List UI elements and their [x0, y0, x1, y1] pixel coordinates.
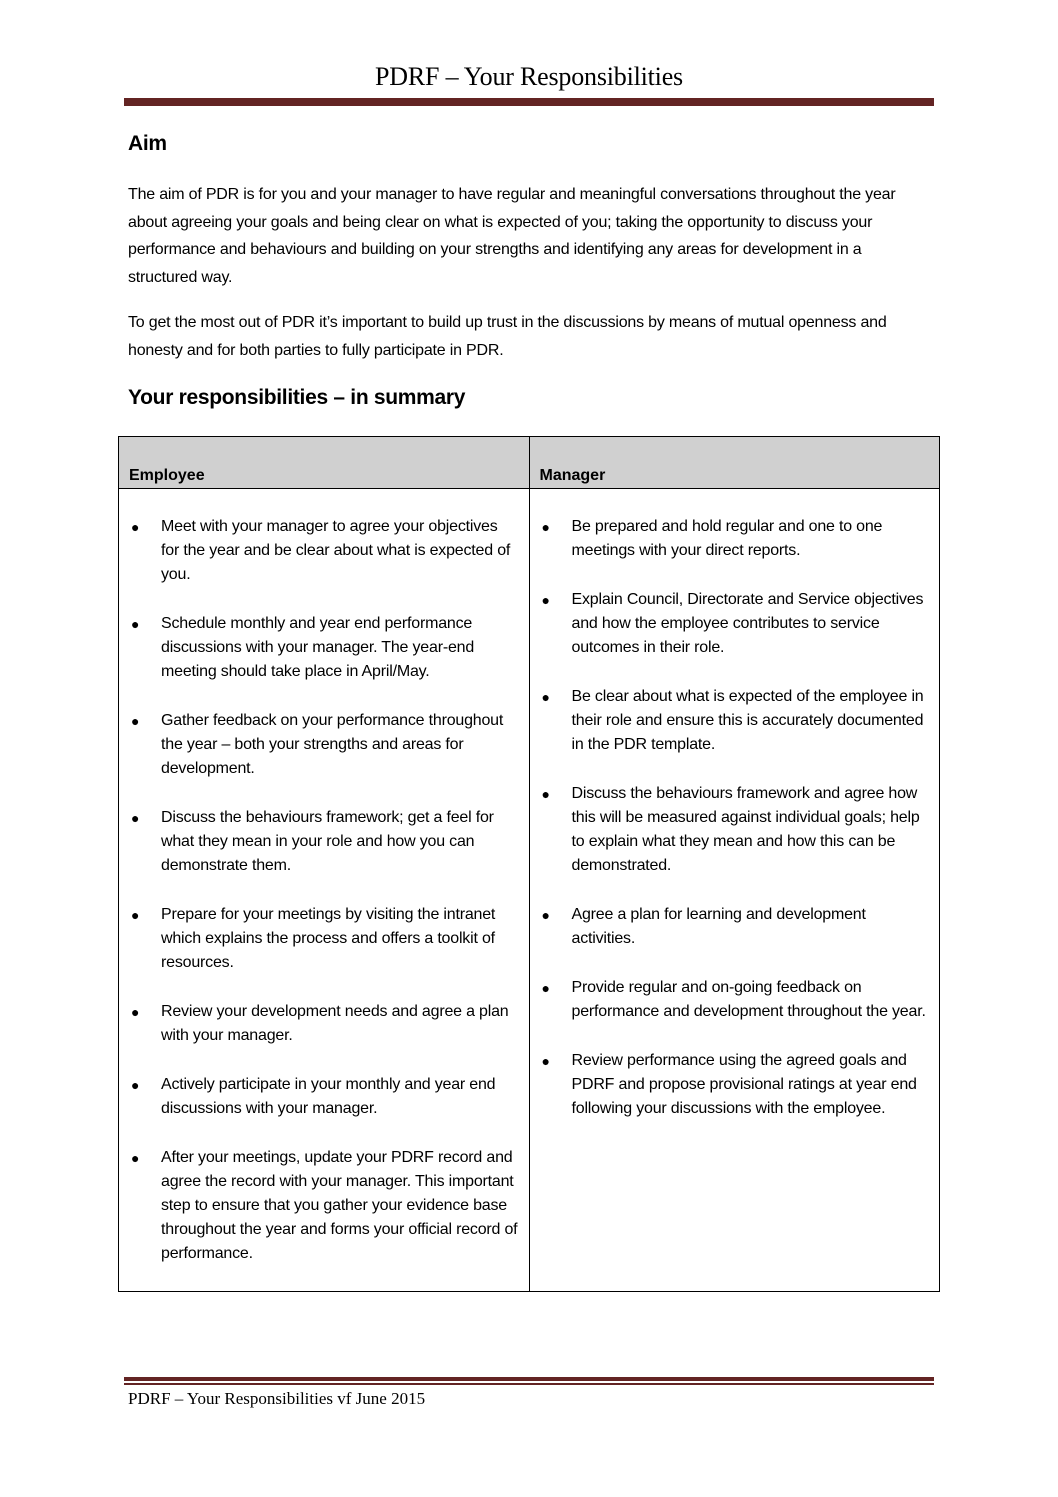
employee-item-text: Gather feedback on your performance throughout the year – both your strengths and areas for development. — [161, 712, 504, 777]
bullet-icon: ● — [541, 1053, 550, 1069]
employee-item — [129, 903, 519, 975]
manager-item — [540, 685, 930, 757]
employee-item-text: Discuss the behaviours framework; get a feel for what they mean in your role and how you can demonstrate them. — [161, 809, 494, 874]
manager-cell — [529, 489, 940, 1292]
manager-list — [540, 515, 930, 1121]
responsibilities-table — [118, 436, 940, 1292]
employee-item — [129, 1073, 519, 1121]
bullet-icon: ● — [131, 1150, 140, 1166]
summary-heading: Your responsibilities – in summary — [128, 386, 466, 409]
bullet-icon: ● — [541, 980, 550, 996]
employee-item-text: Review your development needs and agree a plan with your manager. — [161, 1003, 509, 1044]
employee-item — [129, 515, 519, 587]
manager-item-text: Be prepared and hold regular and one to one meetings with your direct reports. — [571, 518, 883, 559]
bullet-icon: ● — [131, 519, 140, 535]
employee-item-text: After your meetings, update your PDRF record and agree the record with your manager. This important step to ensure that you gather your evidence base throughout the year and forms your official record of performance. — [161, 1149, 518, 1262]
aim-heading: Aim — [128, 132, 167, 155]
aim-paragraph-1: The aim of PDR is for you and your manager to have regular and meaningful conversations throughout the year about agreeing your goals and being clear on what is expected of you; taking the opportunity to discuss your performance and behaviours and building on your strengths and identifying any areas for development in a structured way. — [128, 186, 896, 286]
manager-item — [540, 515, 930, 563]
column-header-manager: Manager — [529, 437, 940, 489]
aim-paragraph-2: To get the most out of PDR it’s important to build up trust in the discussions by means of mutual openness and honesty and for both parties to fully participate in PDR. — [128, 314, 887, 359]
employee-item-text: Meet with your manager to agree your objectives for the year and be clear about what is expected of you. — [161, 518, 511, 583]
employee-list — [129, 515, 519, 1266]
employee-item — [129, 806, 519, 878]
bullet-icon: ● — [131, 616, 140, 632]
bullet-icon: ● — [131, 713, 140, 729]
manager-item-text: Discuss the behaviours framework and agree how this will be measured against individual goals; help to explain what they mean and how this can be demonstrated. — [571, 785, 920, 874]
manager-item-text: Explain Council, Directorate and Service objectives and how the employee contributes to service outcomes in their role. — [571, 591, 924, 656]
employee-item-text: Prepare for your meetings by visiting the intranet which explains the process and offers a toolkit of resources. — [161, 906, 496, 971]
bullet-icon: ● — [541, 592, 550, 608]
footer-rule-thin — [124, 1383, 934, 1385]
table-row — [119, 489, 940, 1292]
manager-item — [540, 588, 930, 660]
table-header-row — [119, 437, 940, 489]
manager-item — [540, 782, 930, 878]
bullet-icon: ● — [541, 519, 550, 535]
manager-item — [540, 903, 930, 951]
bullet-icon: ● — [541, 689, 550, 705]
bullet-icon: ● — [131, 810, 140, 826]
page-title: PDRF – Your Responsibilities — [375, 62, 683, 91]
bullet-icon: ● — [131, 1077, 140, 1093]
employee-item-text: Actively participate in your monthly and year end discussions with your manager. — [161, 1076, 496, 1117]
bullet-icon: ● — [131, 907, 140, 923]
employee-item — [129, 612, 519, 684]
footer-rule — [124, 1377, 934, 1381]
manager-item — [540, 976, 930, 1024]
footer-text: PDRF – Your Responsibilities vf June 2015 — [128, 1389, 426, 1408]
employee-cell — [119, 489, 530, 1292]
bullet-icon: ● — [541, 907, 550, 923]
manager-item-text: Review performance using the agreed goals and PDRF and propose provisional ratings at year end following your discussions with the employee. — [571, 1052, 917, 1117]
manager-item-text: Agree a plan for learning and development activities. — [571, 906, 866, 947]
column-header-employee: Employee — [119, 437, 530, 489]
employee-item — [129, 709, 519, 781]
bullet-icon: ● — [541, 786, 550, 802]
employee-item — [129, 1000, 519, 1048]
employee-item — [129, 1146, 519, 1266]
employee-item-text: Schedule monthly and year end performance discussions with your manager. The year-end meeting should take place in April/May. — [161, 615, 475, 680]
manager-item-text: Be clear about what is expected of the employee in their role and ensure this is accurately documented in the PDR template. — [571, 688, 924, 753]
bullet-icon: ● — [131, 1004, 140, 1020]
manager-item-text: Provide regular and on-going feedback on performance and development throughout the year. — [571, 979, 926, 1020]
manager-item — [540, 1049, 930, 1121]
header-rule — [124, 98, 934, 106]
